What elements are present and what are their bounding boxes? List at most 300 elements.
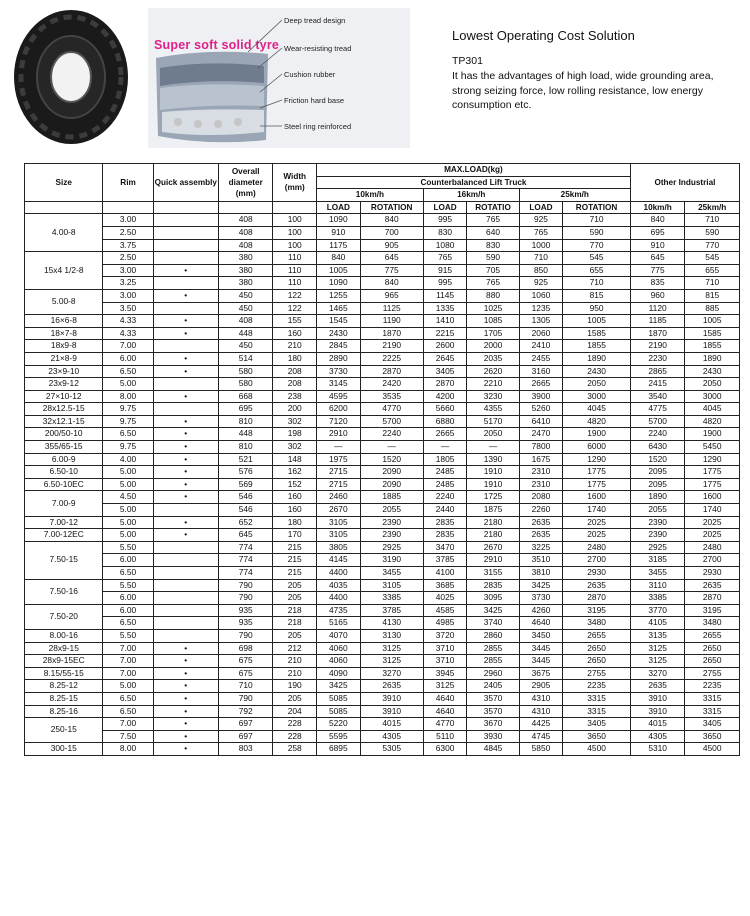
table-cell: 645	[360, 252, 423, 265]
size-cell: 7.50-20	[25, 604, 103, 629]
table-cell: 2870	[423, 378, 467, 391]
table-cell: 8.00	[103, 743, 153, 756]
table-cell: 569	[218, 478, 272, 491]
table-cell: 160	[273, 327, 317, 340]
table-cell: 1410	[423, 315, 467, 328]
table-cell: 2310	[519, 466, 563, 479]
table-cell: 4820	[563, 415, 631, 428]
table-cell: 792	[218, 705, 272, 718]
table-cell: 3.25	[103, 277, 153, 290]
table-cell: 810	[218, 441, 272, 454]
table-cell	[153, 226, 218, 239]
table-cell: 170	[273, 529, 317, 542]
table-cell: 3480	[563, 617, 631, 630]
table-cell: 3770	[630, 604, 684, 617]
table-row	[25, 390, 740, 403]
table-cell: 2390	[360, 516, 423, 529]
table-cell: 100	[273, 226, 317, 239]
table-cell: 450	[218, 289, 272, 302]
table-cell: 3450	[519, 629, 563, 642]
size-cell: 7.00-9	[25, 491, 103, 516]
table-cell: 1805	[423, 453, 467, 466]
header-max-load: MAX.LOAD(kg)	[317, 164, 631, 177]
table-cell: 148	[273, 453, 317, 466]
table-cell: •	[153, 453, 218, 466]
table-cell: 3910	[360, 705, 423, 718]
table-cell: •	[153, 327, 218, 340]
table-row	[25, 226, 740, 239]
table-cell: 2635	[630, 680, 684, 693]
table-cell: 160	[273, 504, 317, 517]
table-cell: 4305	[360, 730, 423, 743]
size-cell: 250-15	[25, 718, 103, 743]
table-cell: 3425	[467, 604, 519, 617]
table-cell: 2930	[563, 567, 631, 580]
table-cell: 2260	[519, 504, 563, 517]
table-cell: 1855	[563, 340, 631, 353]
table-cell: 205	[273, 629, 317, 642]
table-row	[25, 378, 740, 391]
table-cell: 3535	[360, 390, 423, 403]
size-cell: 300-15	[25, 743, 103, 756]
table-cell: 2715	[317, 478, 361, 491]
table-cell: 258	[273, 743, 317, 756]
table-cell: 2665	[423, 428, 467, 441]
table-cell: 1600	[685, 491, 740, 504]
table-cell: 2390	[630, 516, 684, 529]
table-cell: 3720	[423, 629, 467, 642]
table-row	[25, 478, 740, 491]
table-cell: 110	[273, 277, 317, 290]
table-cell: 705	[467, 264, 519, 277]
table-cell: 2225	[360, 352, 423, 365]
table-cell: 5.00	[103, 680, 153, 693]
table-cell: 1175	[317, 239, 361, 252]
table-cell: 4845	[467, 743, 519, 756]
table-cell: 4105	[630, 617, 684, 630]
table-cell: 7.50	[103, 730, 153, 743]
size-cell: 7.00-12	[25, 516, 103, 529]
table-cell: •	[153, 730, 218, 743]
table-cell: 1775	[563, 478, 631, 491]
table-row	[25, 655, 740, 668]
table-cell: 3.00	[103, 214, 153, 227]
table-cell: 1290	[685, 453, 740, 466]
table-cell: 200	[273, 403, 317, 416]
table-cell: 2.50	[103, 252, 153, 265]
table-cell: 774	[218, 554, 272, 567]
table-cell: 302	[273, 415, 317, 428]
table-cell: 4.50	[103, 491, 153, 504]
table-cell: 640	[467, 226, 519, 239]
table-cell: 2670	[317, 504, 361, 517]
table-cell: 1120	[630, 302, 684, 315]
table-cell: 2635	[519, 529, 563, 542]
table-cell: 2055	[630, 504, 684, 517]
table-cell: 3785	[360, 604, 423, 617]
table-cell: 1000	[519, 239, 563, 252]
table-cell: •	[153, 428, 218, 441]
table-row	[25, 516, 740, 529]
table-cell: 1190	[360, 315, 423, 328]
table-cell: 2240	[630, 428, 684, 441]
table-cell: 590	[685, 226, 740, 239]
table-cell	[153, 340, 218, 353]
table-cell: 2925	[630, 541, 684, 554]
header-rim: Rim	[103, 164, 153, 202]
table-cell: 2025	[685, 516, 740, 529]
table-cell: 2240	[423, 491, 467, 504]
table-row	[25, 529, 740, 542]
table-cell: 3685	[423, 579, 467, 592]
table-cell: 3315	[563, 705, 631, 718]
table-cell: 6.50	[103, 692, 153, 705]
table-cell: 4775	[630, 403, 684, 416]
table-cell: 2025	[563, 516, 631, 529]
table-cell: 840	[360, 214, 423, 227]
table-cell: 4015	[630, 718, 684, 731]
layer-label-hard-base: Friction hard base	[284, 96, 345, 105]
table-cell: 1520	[360, 453, 423, 466]
size-cell: 5.00-8	[25, 289, 103, 314]
table-cell: 122	[273, 289, 317, 302]
header-rotation: ROTATION	[563, 201, 631, 214]
size-cell: 8.25-12	[25, 680, 103, 693]
table-row	[25, 327, 740, 340]
page-heading: Lowest Operating Cost Solution	[452, 28, 635, 43]
table-cell: 2930	[685, 567, 740, 580]
table-cell: 4400	[317, 592, 361, 605]
table-cell: 3160	[519, 365, 563, 378]
table-cell: 3945	[423, 667, 467, 680]
table-cell: 770	[563, 239, 631, 252]
table-cell: 408	[218, 214, 272, 227]
table-cell: •	[153, 415, 218, 428]
table-cell: 1060	[519, 289, 563, 302]
table-cell: 710	[519, 252, 563, 265]
table-cell: 3445	[519, 642, 563, 655]
table-cell: 3650	[563, 730, 631, 743]
table-cell: 3.00	[103, 289, 153, 302]
table-row	[25, 667, 740, 680]
table-cell: 774	[218, 541, 272, 554]
table-cell: 774	[218, 567, 272, 580]
table-cell: 6000	[563, 441, 631, 454]
table-cell: •	[153, 441, 218, 454]
table-cell: •	[153, 466, 218, 479]
table-cell: 5.00	[103, 466, 153, 479]
table-cell: 5170	[467, 415, 519, 428]
table-row	[25, 592, 740, 605]
table-cell: —	[360, 441, 423, 454]
table-cell: 198	[273, 428, 317, 441]
table-cell: 2620	[467, 365, 519, 378]
table-cell: 1890	[630, 491, 684, 504]
table-cell: 215	[273, 567, 317, 580]
table-cell: 3480	[685, 617, 740, 630]
table-cell	[153, 277, 218, 290]
table-cell: 965	[360, 289, 423, 302]
table-cell: 1390	[467, 453, 519, 466]
table-cell: 775	[630, 264, 684, 277]
table-cell: 2190	[360, 340, 423, 353]
table-cell: 3385	[630, 592, 684, 605]
table-cell: 905	[360, 239, 423, 252]
table-cell: 2860	[467, 629, 519, 642]
table-cell: 815	[685, 289, 740, 302]
table-cell: 3670	[467, 718, 519, 731]
table-cell: 4985	[423, 617, 467, 630]
table-cell: 208	[273, 365, 317, 378]
table-row	[25, 743, 740, 756]
table-cell: 3900	[519, 390, 563, 403]
size-cell: 355/65-15	[25, 441, 103, 454]
table-cell: 2870	[563, 592, 631, 605]
table-cell: 4260	[519, 604, 563, 617]
table-cell	[153, 567, 218, 580]
table-cell: 4025	[423, 592, 467, 605]
table-cell: 6.00	[103, 592, 153, 605]
table-cell: 4500	[685, 743, 740, 756]
table-cell: 2635	[519, 516, 563, 529]
table-cell: —	[467, 441, 519, 454]
size-cell: 8.00-16	[25, 629, 103, 642]
table-row	[25, 365, 740, 378]
table-cell: 1910	[467, 466, 519, 479]
table-cell: 3910	[630, 705, 684, 718]
size-cell: 7.00-12EC	[25, 529, 103, 542]
table-cell: 655	[685, 264, 740, 277]
table-cell: 2000	[467, 340, 519, 353]
table-cell: 2480	[685, 541, 740, 554]
table-row	[25, 504, 740, 517]
table-cell: 2095	[630, 478, 684, 491]
table-cell: 6.50	[103, 567, 153, 580]
table-cell: 448	[218, 428, 272, 441]
header-size: Size	[25, 164, 103, 202]
table-cell: 3710	[423, 655, 467, 668]
table-row	[25, 604, 740, 617]
table-cell: 2235	[685, 680, 740, 693]
table-cell: •	[153, 667, 218, 680]
table-cell: 3810	[519, 567, 563, 580]
size-cell: 27×10-12	[25, 390, 103, 403]
size-cell: 28x9-15	[25, 642, 103, 655]
table-cell: 1080	[423, 239, 467, 252]
table-cell: 2655	[563, 629, 631, 642]
table-cell: •	[153, 743, 218, 756]
table-cell: 950	[563, 302, 631, 315]
table-cell: 830	[467, 239, 519, 252]
table-cell: 655	[563, 264, 631, 277]
solid-tyre-image	[12, 8, 130, 146]
table-cell: 205	[273, 592, 317, 605]
table-cell: 2.50	[103, 226, 153, 239]
table-cell: 5.00	[103, 504, 153, 517]
table-cell: 212	[273, 642, 317, 655]
table-cell: 995	[423, 214, 467, 227]
table-row	[25, 491, 740, 504]
table-cell: 5450	[685, 441, 740, 454]
table-cell: 790	[218, 579, 272, 592]
table-cell: 3445	[519, 655, 563, 668]
table-cell: 155	[273, 315, 317, 328]
table-cell: 302	[273, 441, 317, 454]
table-cell: 710	[685, 277, 740, 290]
size-cell: 8.15/55-15	[25, 667, 103, 680]
table-cell: 2645	[423, 352, 467, 365]
table-cell: 910	[630, 239, 684, 252]
table-cell: 960	[630, 289, 684, 302]
table-cell: •	[153, 692, 218, 705]
table-row	[25, 403, 740, 416]
table-cell: 2755	[685, 667, 740, 680]
table-cell: •	[153, 705, 218, 718]
table-cell: 2180	[467, 529, 519, 542]
diagram-title: Super soft solid tyre	[154, 38, 280, 52]
table-cell: 4.00	[103, 453, 153, 466]
table-cell: 1740	[563, 504, 631, 517]
table-cell: 1185	[630, 315, 684, 328]
size-cell: 16×6-8	[25, 315, 103, 328]
table-cell: 546	[218, 491, 272, 504]
header-width: Width (mm)	[273, 164, 317, 202]
size-cell: 6.50-10EC	[25, 478, 103, 491]
table-cell: 5220	[317, 718, 361, 731]
table-cell: 1875	[467, 504, 519, 517]
table-cell: 1235	[519, 302, 563, 315]
table-cell	[153, 617, 218, 630]
table-cell: 7.00	[103, 340, 153, 353]
table-cell: 2845	[317, 340, 361, 353]
table-cell: 2095	[630, 466, 684, 479]
table-row	[25, 730, 740, 743]
table-cell: 2025	[685, 529, 740, 542]
table-cell: 514	[218, 352, 272, 365]
table-cell: 790	[218, 592, 272, 605]
table-cell: 2455	[519, 352, 563, 365]
table-cell: 5.00	[103, 478, 153, 491]
table-cell: 1870	[360, 327, 423, 340]
table-cell: 2655	[685, 629, 740, 642]
table-cell: 2600	[423, 340, 467, 353]
table-cell: 7120	[317, 415, 361, 428]
table-cell: 2755	[563, 667, 631, 680]
table-cell: 4770	[360, 403, 423, 416]
size-cell: 23x9-12	[25, 378, 103, 391]
table-cell: 2215	[423, 327, 467, 340]
table-cell: 5260	[519, 403, 563, 416]
header-other-10: 10km/h	[630, 201, 684, 214]
table-cell: 3405	[685, 718, 740, 731]
table-cell: 4070	[317, 629, 361, 642]
table-cell: 3130	[360, 629, 423, 642]
size-cell: 23×9-10	[25, 365, 103, 378]
size-cell: 8.25-16	[25, 705, 103, 718]
table-cell: 2635	[685, 579, 740, 592]
table-cell: 3730	[519, 592, 563, 605]
table-cell: 576	[218, 466, 272, 479]
table-cell: 4735	[317, 604, 361, 617]
table-row	[25, 441, 740, 454]
table-cell: 580	[218, 378, 272, 391]
table-cell: 840	[360, 277, 423, 290]
table-cell: 210	[273, 655, 317, 668]
table-cell: 2415	[630, 378, 684, 391]
table-cell: 152	[273, 478, 317, 491]
table-cell: 995	[423, 277, 467, 290]
table-cell: •	[153, 516, 218, 529]
table-cell: 790	[218, 629, 272, 642]
table-cell: 3105	[317, 529, 361, 542]
table-cell: 3510	[519, 554, 563, 567]
table-cell: 228	[273, 730, 317, 743]
table-row	[25, 277, 740, 290]
table-cell: 1890	[685, 352, 740, 365]
table-cell: 3910	[360, 692, 423, 705]
table-cell: •	[153, 478, 218, 491]
table-cell: 3095	[467, 592, 519, 605]
table-row	[25, 718, 740, 731]
table-cell	[153, 302, 218, 315]
table-cell: 5660	[423, 403, 467, 416]
table-cell: 215	[273, 541, 317, 554]
table-cell: 3230	[467, 390, 519, 403]
table-cell: 122	[273, 302, 317, 315]
table-cell: 2835	[423, 529, 467, 542]
table-cell: 190	[273, 680, 317, 693]
table-cell: 218	[273, 604, 317, 617]
table-cell: 1025	[467, 302, 519, 315]
header-load: LOAD	[423, 201, 467, 214]
table-cell: •	[153, 642, 218, 655]
table-cell: 2870	[360, 365, 423, 378]
table-cell: 925	[519, 214, 563, 227]
table-cell: 6300	[423, 743, 467, 756]
table-cell: 698	[218, 642, 272, 655]
header-other-25: 25km/h	[685, 201, 740, 214]
table-cell: 3805	[317, 541, 361, 554]
table-cell: 204	[273, 705, 317, 718]
table-cell: 3405	[423, 365, 467, 378]
table-cell: •	[153, 491, 218, 504]
table-cell: 7.00	[103, 642, 153, 655]
table-cell: 765	[423, 252, 467, 265]
table-cell: 2440	[423, 504, 467, 517]
table-cell: 5700	[360, 415, 423, 428]
table-cell: 5.50	[103, 579, 153, 592]
table-cell: 3135	[630, 629, 684, 642]
table-cell: 6.50	[103, 428, 153, 441]
table-row	[25, 453, 740, 466]
table-cell: 2855	[467, 655, 519, 668]
table-row	[25, 567, 740, 580]
table-cell: 5085	[317, 692, 361, 705]
table-cell: 3470	[423, 541, 467, 554]
layer-label-tread-design: Deep tread design	[284, 16, 346, 25]
size-cell: 200/50-10	[25, 428, 103, 441]
table-cell: 545	[685, 252, 740, 265]
model-description: It has the advantages of high load, wide grounding area, strong seizing force, low rolling resistance, low energy consumption etc.	[452, 70, 714, 111]
table-cell: 2090	[360, 478, 423, 491]
table-cell: 1900	[563, 428, 631, 441]
table-cell: 2430	[685, 365, 740, 378]
table-cell: 1005	[685, 315, 740, 328]
table-cell: 1545	[317, 315, 361, 328]
header-load: LOAD	[317, 201, 361, 214]
table-cell: 850	[519, 264, 563, 277]
product-description	[452, 28, 742, 113]
